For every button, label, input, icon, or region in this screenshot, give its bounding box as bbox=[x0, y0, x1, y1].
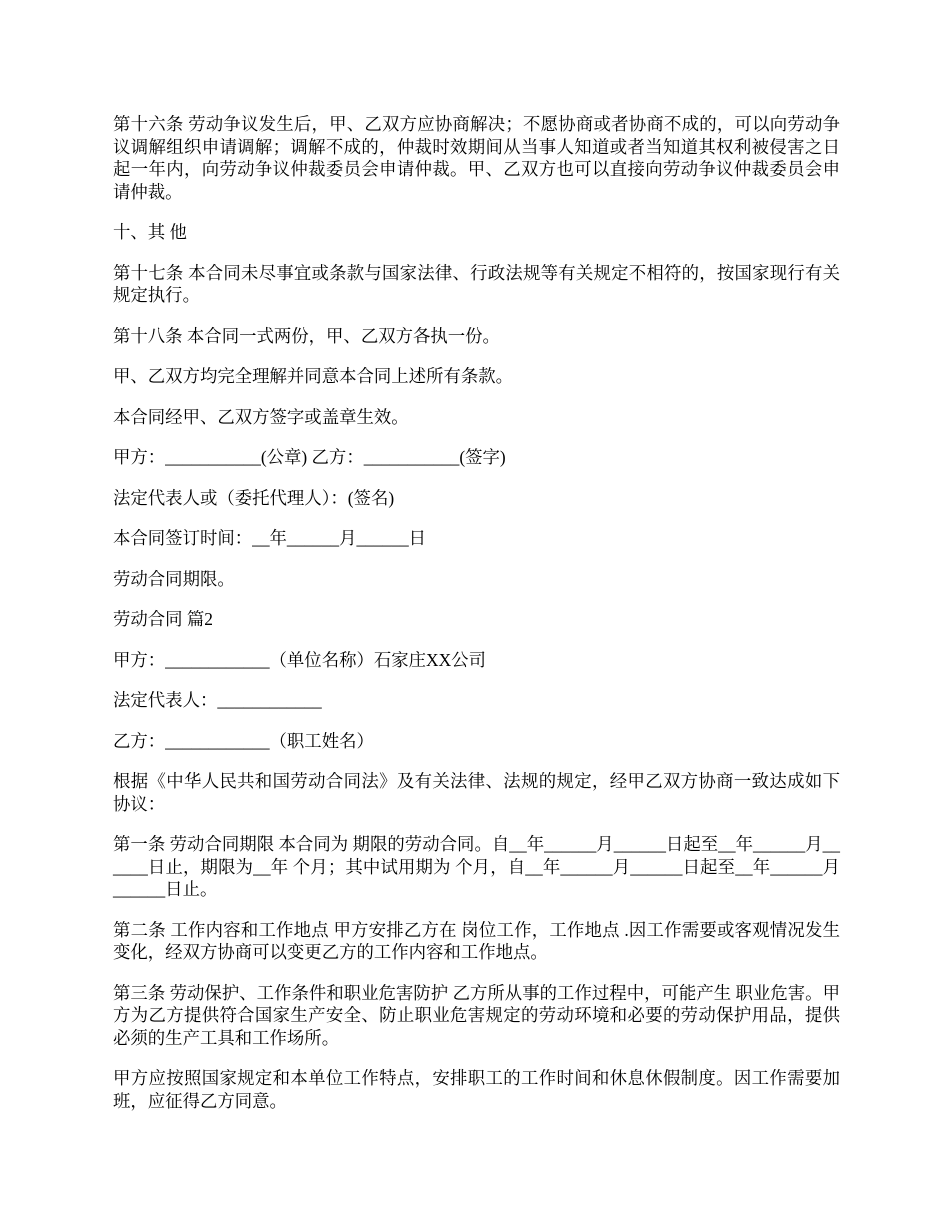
section-heading-other: 十、其 他 bbox=[113, 222, 187, 242]
contract-2-title: 劳动合同 篇2 bbox=[113, 609, 213, 629]
party-b-line: 乙方：____________（职工姓名） bbox=[113, 730, 374, 751]
article-16: 第十六条 劳动争议发生后，甲、乙双方应协商解决；不愿协商或者协商不成的，可以向劳动争议调解组织申请调解；调解不成的，仲裁时效期间从当事人知道或者当知道其权利被侵害之日起一年内，向劳动争议仲裁委员会申请仲裁。甲、乙双方也可以直接向劳动争议仲裁委员会申请仲裁。 bbox=[113, 114, 840, 202]
signature-line-parties: 甲方：___________(公章) 乙方：___________(签字) bbox=[113, 447, 506, 467]
article-3: 第三条 劳动保护、工作条件和职业危害防护 乙方所从事的工作过程中，可能产生 职业危害。甲方为乙方提供符合国家生产安全、防止职业危害规定的劳动环境和必要的劳动保护用品，提供必须的生产工具和工作场所。 bbox=[113, 982, 840, 1048]
document-page bbox=[113, 113, 840, 1130]
article-2: 第二条 工作内容和工作地点 甲方安排乙方在 岗位工作，工作地点 .因工作需要或客观情况发生变化，经双方协商可以变更乙方的工作内容和工作地点。 bbox=[113, 919, 840, 962]
article-1: 第一条 劳动合同期限 本合同为 期限的劳动合同。自__年______月______日起至__年______月______日止，期限为__年 个月；其中试用期为 个月，自__年______月______日起至__年______月______日止。 bbox=[113, 834, 840, 899]
signature-line-representative: 法定代表人或（委托代理人）：(签名) bbox=[113, 487, 395, 508]
legal-representative-line: 法定代表人：____________ bbox=[113, 690, 322, 710]
effective-statement: 本合同经甲、乙双方签字或盖章生效。 bbox=[113, 406, 409, 427]
article-18: 第十八条 本合同一式两份，甲、乙双方各执一份。 bbox=[113, 325, 500, 346]
signing-date-line: 本合同签订时间：__年______月______日 bbox=[113, 528, 427, 548]
agreement-statement: 甲、乙双方均完全理解并同意本合同上述所有条款。 bbox=[113, 366, 513, 386]
party-a-line: 甲方：____________（单位名称）石家庄XX公司 bbox=[113, 649, 486, 670]
contract-term-note: 劳动合同期限。 bbox=[113, 568, 235, 589]
working-hours-clause: 甲方应按照国家规定和本单位工作特点，安排职工的工作时间和休息休假制度。因工作需要加班，应征得乙方同意。 bbox=[113, 1068, 840, 1111]
article-17: 第十七条 本合同未尽事宜或条款与国家法律、行政法规等有关规定不相符的，按国家现行有关规定执行。 bbox=[113, 262, 840, 305]
preamble: 根据《中华人民共和国劳动合同法》及有关法律、法规的规定，经甲乙双方协商一致达成如下协议： bbox=[113, 771, 840, 814]
